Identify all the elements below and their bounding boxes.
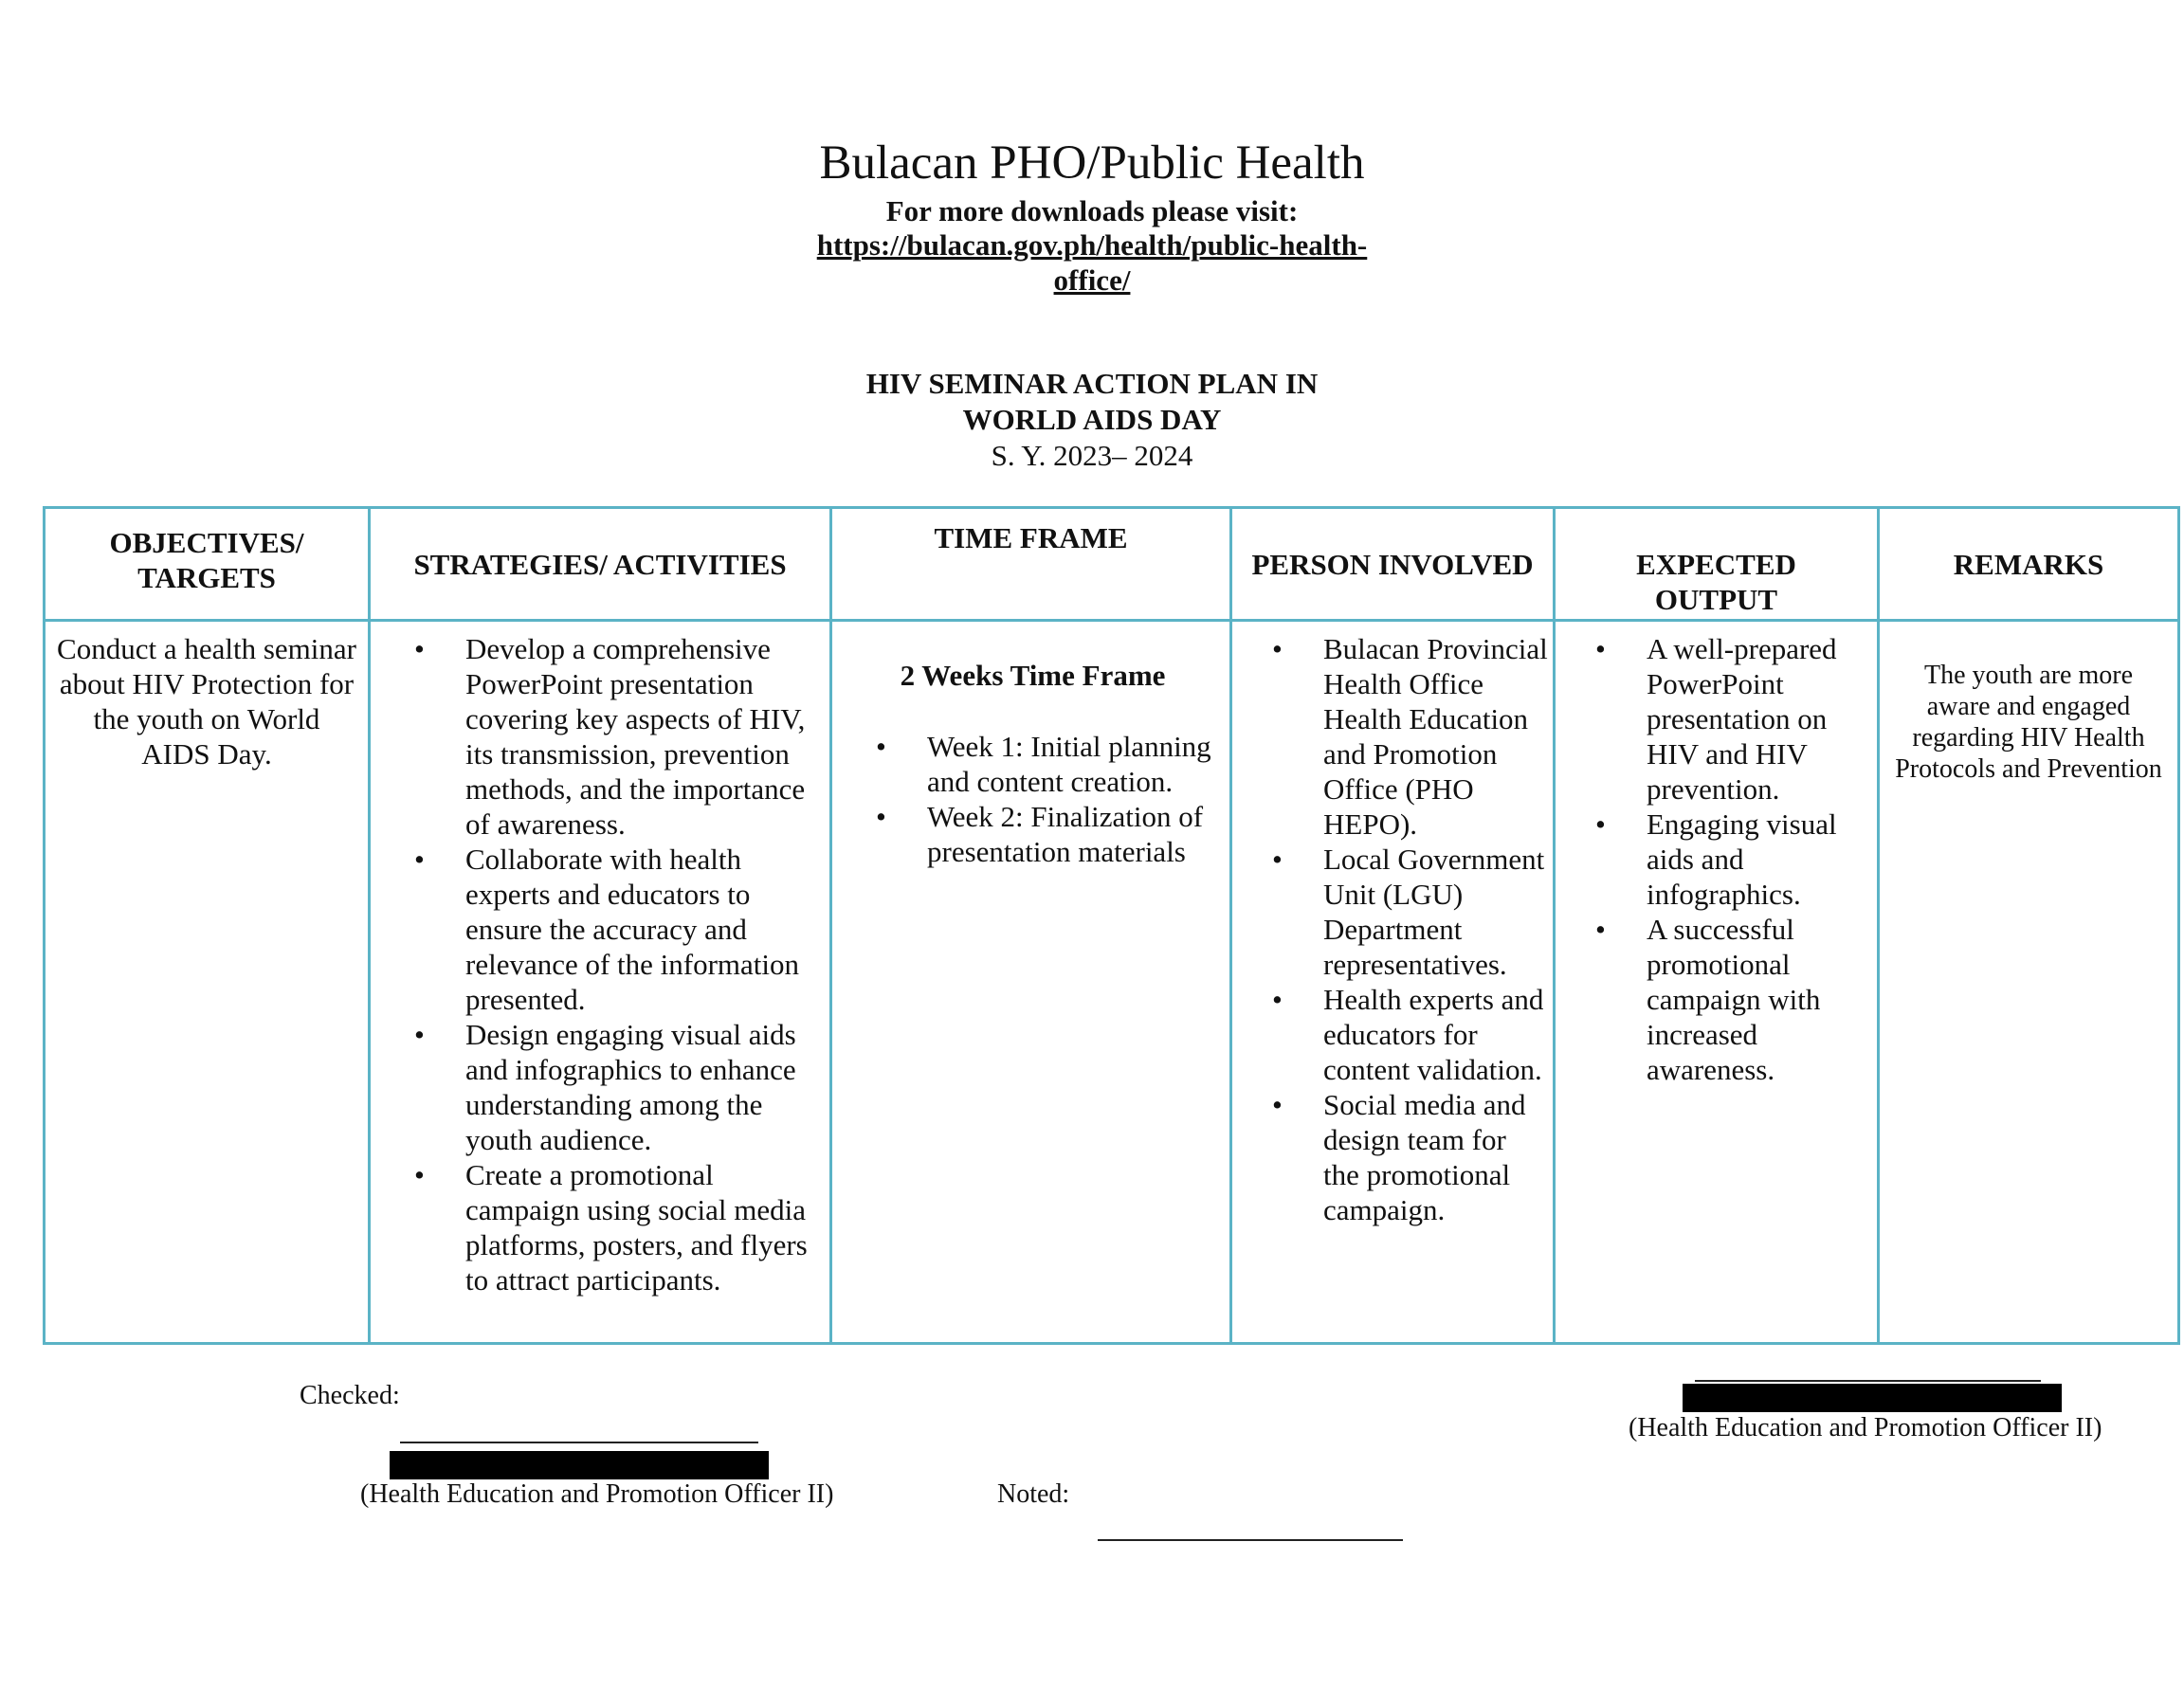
right-signatory-role: (Health Education and Promotion Officer II) xyxy=(1629,1413,2102,1442)
list-item: • A successful promotional campaign with increased awareness. xyxy=(1588,912,1873,1087)
list-item: • Week 1: Initial planning and content creation. xyxy=(868,729,1226,799)
time-frame-list xyxy=(868,729,1226,869)
output-cell xyxy=(1555,621,1879,1344)
download-link-line1[interactable]: https://bulacan.gov.ph/health/public-health- xyxy=(816,228,1368,262)
header-output-line1: EXPECTED xyxy=(1636,548,1796,581)
list-item: • Week 2: Finalization of presentation materials xyxy=(868,799,1226,869)
header-output xyxy=(1555,508,1879,621)
time-frame-heading: 2 Weeks Time Frame xyxy=(900,659,1166,692)
noted-label: Noted: xyxy=(997,1479,1070,1509)
list-item: • Design engaging visual aids and infographics to enhance understanding among the youth audience. xyxy=(407,1017,828,1157)
download-link-line2[interactable]: office/ xyxy=(1053,263,1131,297)
strategies-list xyxy=(407,631,828,1297)
left-signatory-role: (Health Education and Promotion Officer II) xyxy=(360,1479,834,1509)
table-header-row xyxy=(45,508,2179,621)
list-item: • Local Government Unit (LGU) Department representatives. xyxy=(1265,842,1549,982)
download-link[interactable] xyxy=(808,227,1376,298)
checked-label: Checked: xyxy=(300,1381,400,1410)
header-time-frame: TIME FRAME xyxy=(831,508,1231,621)
list-item: • Engaging visual aids and infographics. xyxy=(1588,807,1873,912)
person-cell xyxy=(1231,621,1555,1344)
time-frame-cell xyxy=(831,621,1231,1344)
list-item: • Create a promotional campaign using social media platforms, posters, and flyers to attract participants. xyxy=(407,1157,828,1297)
header-objectives-line2: TARGETS xyxy=(137,561,276,594)
plan-title-line2: WORLD AIDS DAY xyxy=(962,403,1222,436)
header-objectives xyxy=(45,508,370,621)
objective-cell: Conduct a health seminar about HIV Protection for the youth on World AIDS Day. xyxy=(45,621,370,1344)
list-item: • Health experts and educators for content validation. xyxy=(1265,982,1549,1087)
noted-signature-line xyxy=(1098,1539,1403,1541)
org-title: Bulacan PHO/Public Health xyxy=(819,136,1365,190)
downloads-label: For more downloads please visit: xyxy=(885,194,1299,227)
list-item: • Collaborate with health experts and educators to ensure the accuracy and relevance of the information presented. xyxy=(407,842,828,1017)
list-item: • Bulacan Provincial Health Office Health Education and Promotion Office (PHO HEPO). xyxy=(1265,631,1549,842)
person-list xyxy=(1265,631,1549,1227)
header-objectives-line1: OBJECTIVES/ xyxy=(109,526,304,559)
header-output-line2: OUTPUT xyxy=(1654,583,1778,616)
header-person: PERSON INVOLVED xyxy=(1231,508,1555,621)
output-list xyxy=(1588,631,1873,1087)
left-signature-line xyxy=(400,1442,758,1443)
remarks-cell: The youth are more aware and engaged regarding HIV Health Protocols and Prevention xyxy=(1879,621,2179,1344)
header-strategies: STRATEGIES/ ACTIVITIES xyxy=(370,508,831,621)
left-redacted-name xyxy=(390,1451,769,1479)
plan-title-line1: HIV SEMINAR ACTION PLAN IN xyxy=(865,367,1319,400)
list-item: • Social media and design team for the promotional campaign. xyxy=(1265,1087,1549,1227)
header-remarks: REMARKS xyxy=(1879,508,2179,621)
right-signature-line xyxy=(1695,1380,2041,1382)
action-plan-table xyxy=(43,506,2180,1345)
table-row xyxy=(45,621,2179,1344)
school-year: S. Y. 2023– 2024 xyxy=(991,439,1193,472)
list-item: • Develop a comprehensive PowerPoint presentation covering key aspects of HIV, its transmission, prevention methods, and the importance of awareness. xyxy=(407,631,828,842)
strategies-cell xyxy=(370,621,831,1344)
list-item: • A well-prepared PowerPoint presentation on HIV and HIV prevention. xyxy=(1588,631,1873,807)
right-redacted-name xyxy=(1683,1384,2062,1412)
